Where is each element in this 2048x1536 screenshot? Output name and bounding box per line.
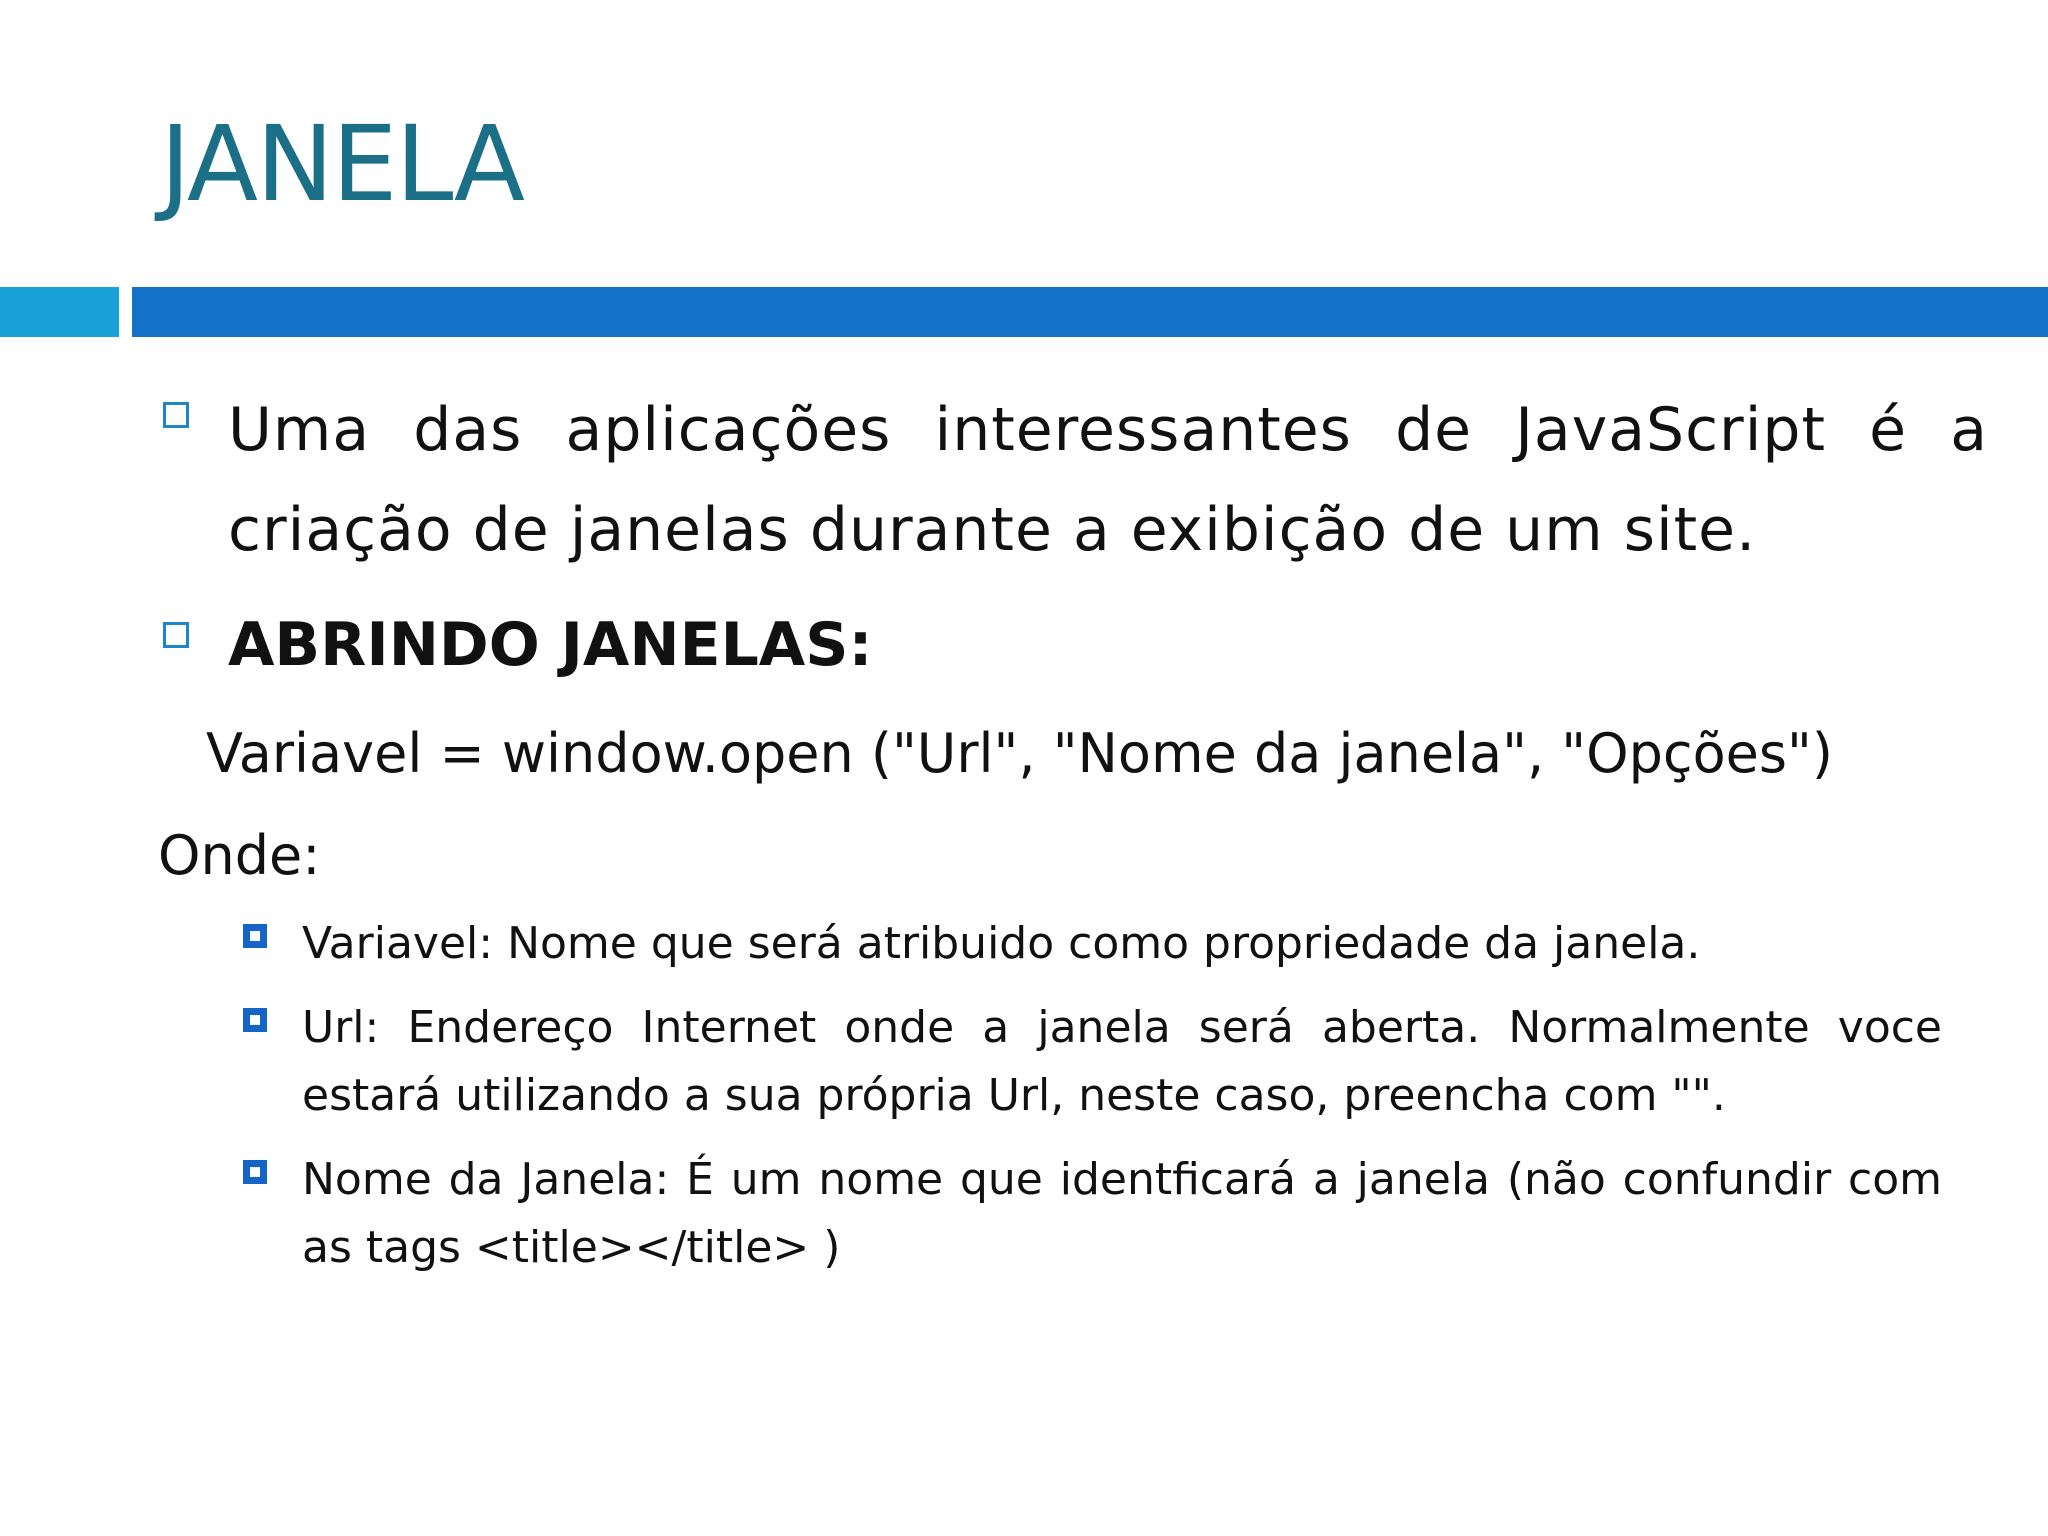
header-accent-bar [0, 287, 119, 337]
bullet-square-icon [163, 622, 189, 648]
sub-bullet-text: Nome da Janela: É um nome que identficará a janela (não confundir com as tags <title></title> ) [302, 1154, 1942, 1273]
bullet-square-icon [163, 402, 189, 428]
section-heading: ABRINDO JANELAS: [228, 610, 873, 680]
syntax-line: Variavel = window.open ("Url", "Nome da janela", "Opções") [206, 722, 1833, 785]
bullet-text: Uma das aplicações interessantes de JavaScript é a criação de janelas durante a exibição de um site. [228, 395, 1988, 565]
sub-bullet-text: Url: Endereço Internet onde a janela será aberta. Normalmente voce estará utilizando a sua própria Url, neste caso, preencha com "". [302, 1002, 1942, 1121]
sub-bullet-square-icon [243, 1160, 267, 1184]
onde-label: Onde: [158, 824, 321, 887]
sub-bullet-square-icon [243, 1008, 267, 1032]
sub-bullet-square-icon [243, 924, 267, 948]
sub-bullet-text: Variavel: Nome que será atribuido como propriedade da janela. [302, 918, 1701, 969]
header-bar [132, 287, 2048, 337]
slide-title: JANELA [160, 103, 523, 225]
